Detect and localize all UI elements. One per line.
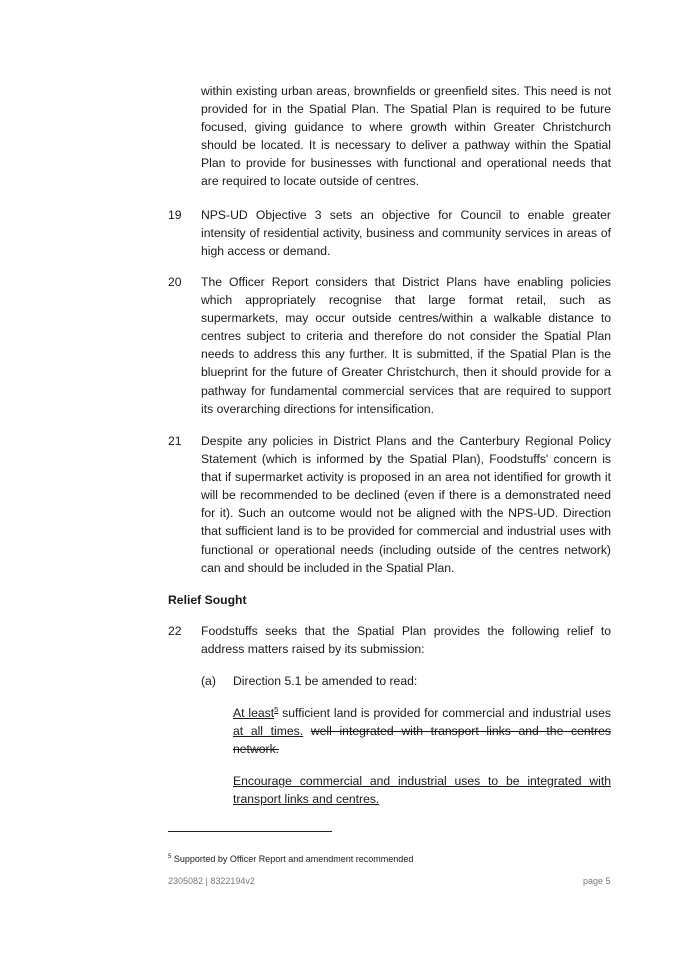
section-heading: Relief Sought	[168, 593, 247, 607]
paragraph-number: 20	[168, 275, 182, 289]
inserted-text: At least	[233, 706, 275, 720]
paragraph-text: Despite any policies in District Plans and the Canterbury Regional Policy Statement (which is informed by the Spatial Plan), Foodstuffs' concern is that if supermarket activity is proposed in an area not identified for growth it will be recommended to be declined (even if there is a demonstrated need for it). Such an outcome would not be aligned with the NPS-UD. Direction that sufficient land is to be provided for commercial and industrial uses with functional or operational needs (including outside of the centres network) can and should be included in the Spatial Plan.	[201, 434, 611, 575]
paragraph-19	[168, 206, 611, 260]
footnote-text: Supported by Officer Report and amendment recommended	[173, 854, 414, 864]
unchanged-text: sufficient land is provided for commercial and industrial uses	[278, 706, 611, 720]
continuation-paragraph: within existing urban areas, brownfields or greenfield sites. This need is not provided for in the Spatial Plan. The Spatial Plan is required to be future focused, giving guidance to where growth within Greater Christchurch should be located. It is necessary to deliver a pathway within the Spatial Plan to provide for businesses with functional and operational needs that are required to locate outside of centres.	[201, 84, 611, 189]
document-id: 2305082 | 8322194v2	[168, 876, 255, 886]
paragraph-number: 19	[168, 208, 182, 222]
subitem-text: Direction 5.1 be amended to read:	[233, 674, 418, 688]
paragraph-20	[168, 273, 611, 418]
footnote	[168, 853, 413, 865]
deleted-text: well integrated with transport links and the centres network.	[233, 724, 611, 757]
paragraph-number: 22	[168, 624, 182, 638]
footnote-number: 5	[168, 854, 172, 860]
page-number: page 5	[583, 876, 611, 886]
paragraph-22	[168, 622, 611, 658]
footnote-reference: 5	[274, 704, 279, 714]
paragraph-text: NPS-UD Objective 3 sets an objective for Council to enable greater intensity of residential activity, business and community services in areas of high access or demand.	[201, 208, 611, 259]
paragraph-number: 21	[168, 434, 182, 448]
subitem-a	[201, 672, 611, 690]
subitem-label: (a)	[201, 674, 216, 688]
footnote-separator	[168, 831, 332, 832]
inserted-direction-text: Encourage commercial and industrial uses to be integrated with transport links and centres.	[233, 774, 611, 807]
paragraph-text: Foodstuffs seeks that the Spatial Plan provides the following relief to address matters raised by its submission:	[201, 624, 611, 657]
paragraph-text: The Officer Report considers that District Plans have enabling policies which appropriately recognise that large format retail, such as supermarkets, may occur outside centres/within a walkable distance to centres subject to criteria and therefore do not consider the Spatial Plan needs to address this any further. It is submitted, if the Spatial Plan is the blueprint for the future of Greater Christchurch, then it should provide for a pathway for fundamental commercial services that are required to support its overarching directions for intensification.	[201, 275, 611, 416]
inserted-text: at all times.	[233, 724, 304, 739]
amended-direction-text	[233, 704, 611, 758]
paragraph-21	[168, 432, 611, 577]
